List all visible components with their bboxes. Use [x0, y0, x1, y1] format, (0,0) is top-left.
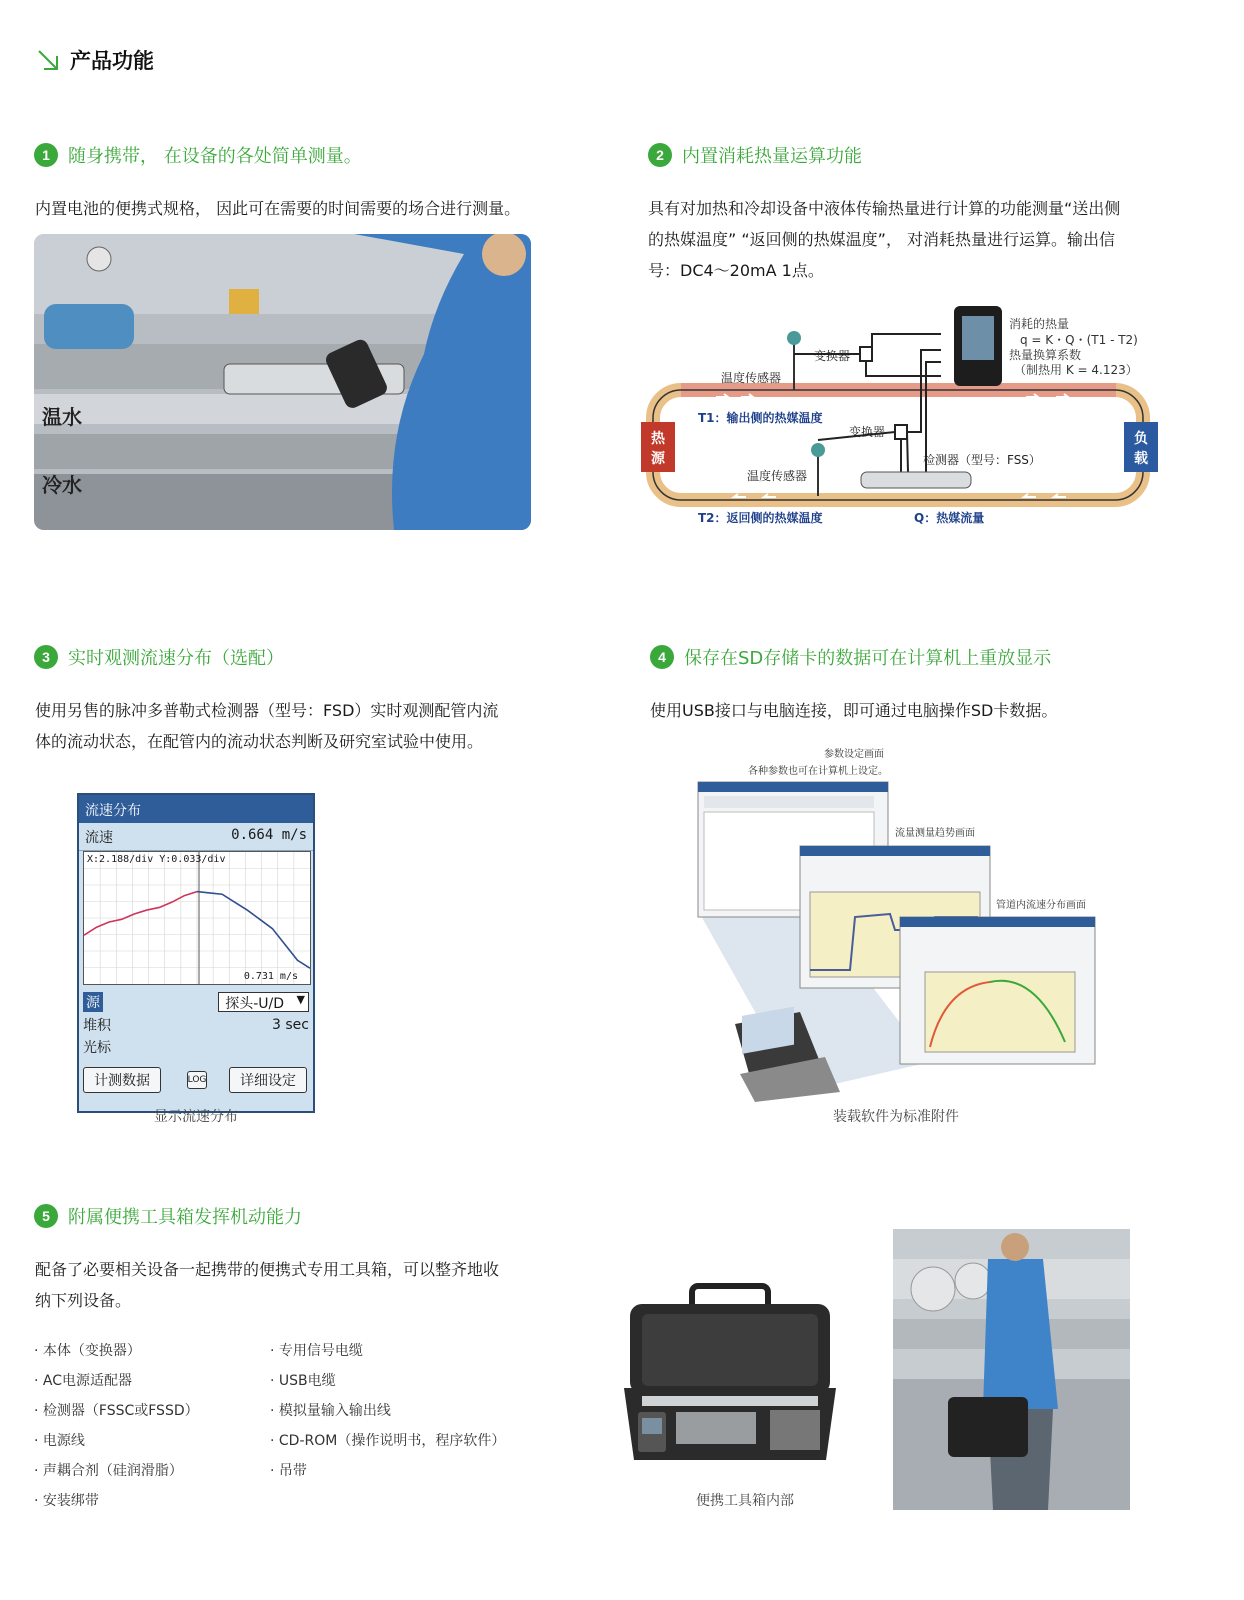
list-item: · 专用信号电缆 — [270, 1343, 363, 1359]
svg-text:q = K・Q・(T1 - T2): q = K・Q・(T1 - T2) — [1020, 333, 1138, 347]
chart-value-label: 0.731 m/s — [243, 971, 298, 982]
pipe-measurement-photo — [34, 234, 531, 530]
list-item: · USB电缆 — [270, 1373, 336, 1389]
list-item: · 检测器（FSSC或FSSD） — [34, 1403, 199, 1419]
svg-text:负: 负 — [1134, 431, 1148, 447]
page-header — [36, 44, 154, 76]
svg-text:Q：热媒流量: Q：热媒流量 — [914, 511, 985, 525]
svg-text:管道内流速分布画面: 管道内流速分布画面 — [996, 900, 1086, 911]
screen-settings: 源 探头-U/D ▼ 堆积 3 sec 光标 — [83, 993, 309, 1056]
section-1-header — [34, 142, 362, 168]
svg-text:变换器: 变换器 — [814, 349, 851, 363]
section-number: 3 — [34, 645, 58, 669]
svg-text:检测器（型号：FSS）: 检测器（型号：FSS） — [923, 453, 1041, 467]
section-title: 附属便携工具箱发挥机动能力 — [68, 1207, 302, 1228]
page-title: 产品功能 — [70, 49, 154, 73]
svg-text:热量换算系数: 热量换算系数 — [1009, 348, 1082, 362]
list-item: · 电源线 — [34, 1433, 85, 1449]
section-2-header — [648, 142, 862, 168]
section-number: 5 — [34, 1204, 58, 1228]
source-select[interactable]: 探头-U/D ▼ — [218, 992, 309, 1012]
flow-profile-chart — [83, 851, 311, 985]
section-4-body: 使用USB接口与电脑连接，即可通过电脑操作SD卡数据。 — [650, 701, 1058, 720]
section-1-body: 内置电池的便携式规格， 因此可在需要的时间需要的场合进行测量。 — [35, 199, 521, 218]
section-number: 4 — [650, 645, 674, 669]
svg-text:T1：输出侧的热媒温度: T1：输出侧的热媒温度 — [698, 411, 823, 425]
section-title: 保存在SD存储卡的数据可在计算机上重放显示 — [684, 648, 1052, 669]
accessory-list-right — [270, 1340, 560, 1490]
software-caption: 装载软件为标准附件 — [833, 1109, 959, 1125]
detail-settings-button[interactable]: 详细设定 — [229, 1067, 307, 1093]
flow-series-line-left — [84, 892, 197, 936]
software-screens-illustration — [690, 742, 1110, 1102]
svg-text:热: 热 — [651, 431, 665, 447]
svg-text:（制热用 K = 4.123）: （制热用 K = 4.123） — [1014, 363, 1138, 377]
list-item: · CD-ROM（操作说明书，程序软件） — [270, 1433, 506, 1449]
chart-scale-label: X:2.188/div Y:0.033/div — [87, 854, 226, 865]
svg-text:各种参数也可在计算机上设定。: 各种参数也可在计算机上设定。 — [748, 766, 888, 777]
section-title: 随身携带， 在设备的各处简单测量。 — [68, 146, 362, 167]
svg-text:变换器: 变换器 — [849, 425, 886, 439]
flow-series-line-right — [197, 892, 310, 969]
list-item: · 安装绑带 — [34, 1493, 99, 1509]
section-number: 2 — [648, 143, 672, 167]
hot-water-label: 温水 — [42, 405, 82, 429]
chevron-down-icon: ▼ — [296, 993, 305, 1006]
svg-text:消耗的热量: 消耗的热量 — [1009, 317, 1070, 331]
list-item: · 声耦合剂（硅润滑脂） — [34, 1463, 183, 1479]
list-item: · 吊带 — [270, 1463, 307, 1479]
section-title: 实时观测流速分布（选配） — [68, 648, 284, 669]
svg-text:源: 源 — [651, 451, 665, 467]
down-right-arrow-icon — [36, 48, 60, 72]
screen-title: 流速分布 — [79, 795, 313, 823]
screen-caption: 显示流速分布 — [154, 1109, 238, 1125]
section-2-body: 具有对加热和冷却设备中液体传输热量进行计算的功能测量“送出侧 的热媒温度” “返回侧的热媒温度”， 对消耗热量进行运算。输出信 号：DC4～20mA 1点。 — [648, 199, 1121, 280]
list-item: · 模拟量输入输出线 — [270, 1403, 391, 1419]
speed-row: 流速 0.664 m/s — [79, 823, 313, 851]
svg-text:T2：返回侧的热媒温度: T2：返回侧的热媒温度 — [698, 511, 823, 525]
section-number: 1 — [34, 143, 58, 167]
section-4-header — [650, 644, 1051, 670]
list-item: · 本体（变换器） — [34, 1343, 141, 1359]
heat-calculation-diagram — [636, 300, 1176, 536]
flow-distribution-screen — [77, 793, 315, 1113]
svg-text:温度传感器: 温度传感器 — [747, 469, 808, 483]
svg-text:载: 载 — [1134, 451, 1148, 467]
carrying-case-photo — [893, 1229, 1130, 1510]
accessory-list-left — [34, 1340, 264, 1520]
section-5-header — [34, 1203, 302, 1229]
cold-water-label: 冷水 — [42, 473, 82, 497]
section-3-body: 使用另售的脉冲多普勒式检测器（型号：FSD）实时观测配管内流 体的流动状态，在配管内的流动状态判断及研究室试验中使用。 — [35, 701, 499, 751]
measure-data-button[interactable]: 计测数据 — [83, 1067, 161, 1093]
svg-text:参数设定画面: 参数设定画面 — [824, 749, 884, 760]
section-5-body: 配备了必要相关设备一起携带的便携式专用工具箱，可以整齐地收 纳下列设备。 — [35, 1260, 500, 1310]
section-3-header — [34, 644, 284, 670]
svg-text:温度传感器: 温度传感器 — [721, 371, 782, 385]
svg-text:流量测量趋势画面: 流量测量趋势画面 — [895, 828, 975, 839]
list-item: · AC电源适配器 — [34, 1373, 133, 1389]
toolbox-caption: 便携工具箱内部 — [696, 1493, 794, 1509]
log-button[interactable]: LOG — [187, 1071, 207, 1089]
toolbox-interior-photo — [620, 1280, 840, 1470]
section-title: 内置消耗热量运算功能 — [682, 146, 862, 167]
